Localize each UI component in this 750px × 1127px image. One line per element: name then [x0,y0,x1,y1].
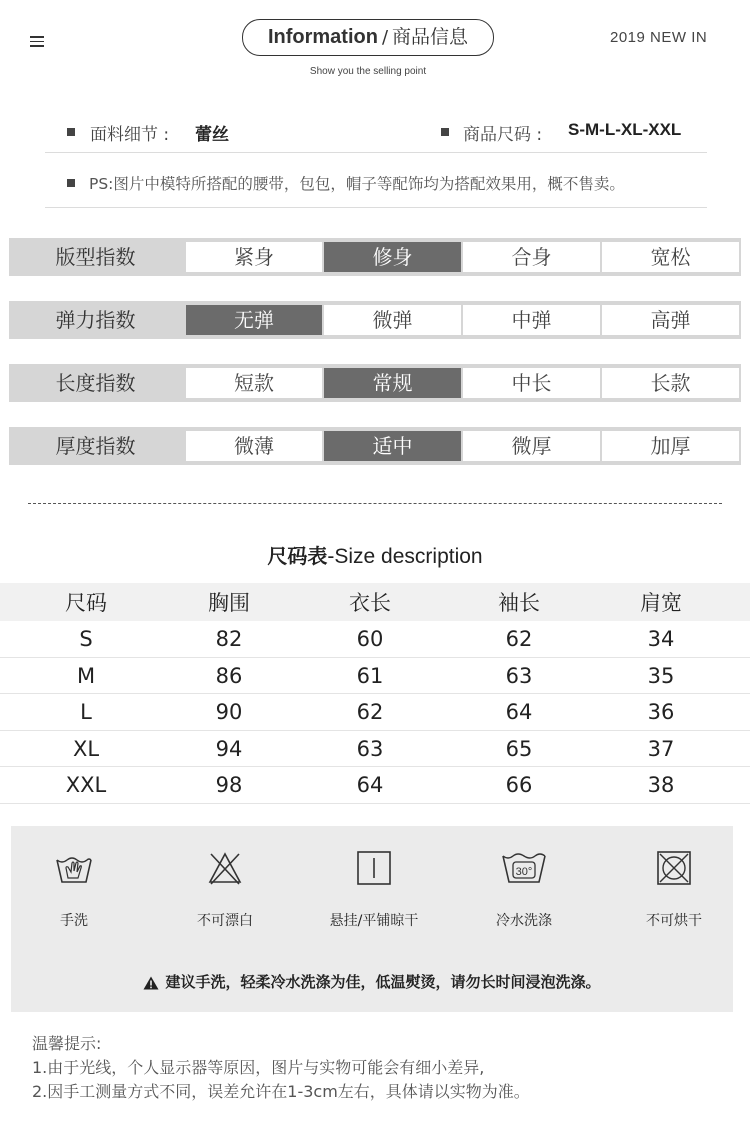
index-label: 版型指数 [55,245,136,269]
table-cell: 34 [647,627,675,651]
care-label: 冷水洗涤 [496,913,552,929]
index-row [9,427,741,465]
index-option: 微厚 [463,431,600,461]
fabric-value: 蕾丝 [195,125,229,145]
new-in-badge: 2019 NEW IN [610,29,708,46]
fabric-label: 面料细节 : [90,125,170,145]
table-cell: 64 [505,700,533,725]
table-header-cell: 衣长 [349,591,391,615]
warning-icon [143,976,159,990]
table-cell: 61 [356,663,384,688]
index-row [9,238,741,276]
care-label: 不可漂白 [197,913,253,929]
table-cell: 62 [356,700,384,725]
index-option: 微薄 [186,431,322,461]
care-label: 不可烘干 [646,913,702,929]
table-row [0,767,750,804]
title-chinese: 商品信息 [392,26,469,48]
care-note [11,971,733,992]
tips-line-2: 2.因手工测量方式不同，误差允许在1-3cm左右，具体请以实物为准。 [32,1082,530,1101]
index-option: 中弹 [463,305,600,335]
index-row [9,301,741,339]
bullet-icon [441,128,449,136]
divider [45,207,707,208]
table-row [0,731,750,768]
table-cell: XL [72,736,100,761]
table-header-cell: 袖长 [498,591,540,615]
table-cell: 63 [356,736,384,761]
index-option: 微弹 [324,305,461,335]
table-cell: 36 [647,700,675,725]
table-row [0,621,750,658]
table-cell: L [80,700,92,725]
table-header-cell: 肩宽 [640,591,682,615]
index-option: 紧身 [186,242,322,272]
dashed-divider [28,503,722,504]
table-cell: 98 [215,773,243,798]
index-label: 长度指数 [55,371,136,395]
care-label: 手洗 [60,913,88,929]
care-note-text: 建议手洗，轻柔冷水洗涤为佳，低温熨烫，请勿长时间浸泡洗涤。 [165,973,601,991]
no-bleach-icon [205,850,245,886]
bullet-icon [67,128,75,136]
index-option: 短款 [186,368,322,398]
table-cell: 90 [215,700,243,725]
title-english: Information [267,26,378,48]
index-option-selected: 适中 [324,431,461,461]
table-cell: 64 [356,773,384,798]
table-cell: 94 [215,736,243,761]
care-panel [11,826,733,1012]
size-table [0,583,750,804]
cold-wash-icon [500,850,548,886]
index-option: 高弹 [602,305,739,335]
index-option: 宽松 [602,242,739,272]
divider [45,152,707,153]
index-label: 厚度指数 [55,434,136,458]
table-header-cell: 尺码 [65,591,107,615]
care-label: 悬挂/平铺晾干 [329,913,419,929]
table-cell: 86 [215,663,243,688]
index-option: 长款 [602,368,739,398]
size-title-cn: 尺码表 [267,544,328,568]
tips-line-1: 1.由于光线，个人显示器等原因，图片与实物可能会有细小差异, [32,1058,485,1077]
table-cell: 37 [647,736,675,761]
index-label: 弹力指数 [55,308,136,332]
table-header-row [0,583,750,621]
bullet-icon [67,179,75,187]
ps-note: PS:图片中模特所搭配的腰带，包包，帽子等配饰均为搭配效果用，概不售卖。 [89,175,625,193]
table-cell: 65 [505,736,533,761]
size-title-en: -Size description [327,545,483,568]
size-table-title [0,540,750,569]
table-row [0,658,750,695]
table-cell: 62 [505,627,533,651]
index-option: 合身 [463,242,600,272]
wash-temp-text: 30° [515,866,533,878]
size-value: S-M-L-XL-XXL [568,120,682,139]
table-cell: 63 [505,663,533,688]
tips-title: 温馨提示: [32,1034,102,1053]
index-option: 中长 [463,368,600,398]
table-cell: M [76,663,96,688]
table-cell: 82 [215,627,243,651]
table-cell: S [79,627,93,651]
index-option-selected: 无弹 [186,305,322,335]
title-separator: / [381,27,389,48]
index-option-selected: 修身 [324,242,461,272]
no-tumble-dry-icon [654,850,694,886]
index-row [9,364,741,402]
page-subtitle: Show you the selling point [309,66,427,77]
table-cell: 60 [356,627,384,651]
menu-icon[interactable] [30,36,44,47]
hand-wash-icon [54,850,94,886]
table-cell: 35 [647,663,675,688]
table-cell: 38 [647,773,675,798]
size-label: 商品尺码 : [463,125,543,145]
table-cell: XXL [65,773,107,798]
table-cell: 66 [505,773,533,798]
index-option-selected: 常规 [324,368,461,398]
page-title [242,19,494,56]
table-header-cell: 胸围 [208,591,250,615]
table-row [0,694,750,731]
index-option: 加厚 [602,431,739,461]
line-dry-icon [354,850,394,886]
